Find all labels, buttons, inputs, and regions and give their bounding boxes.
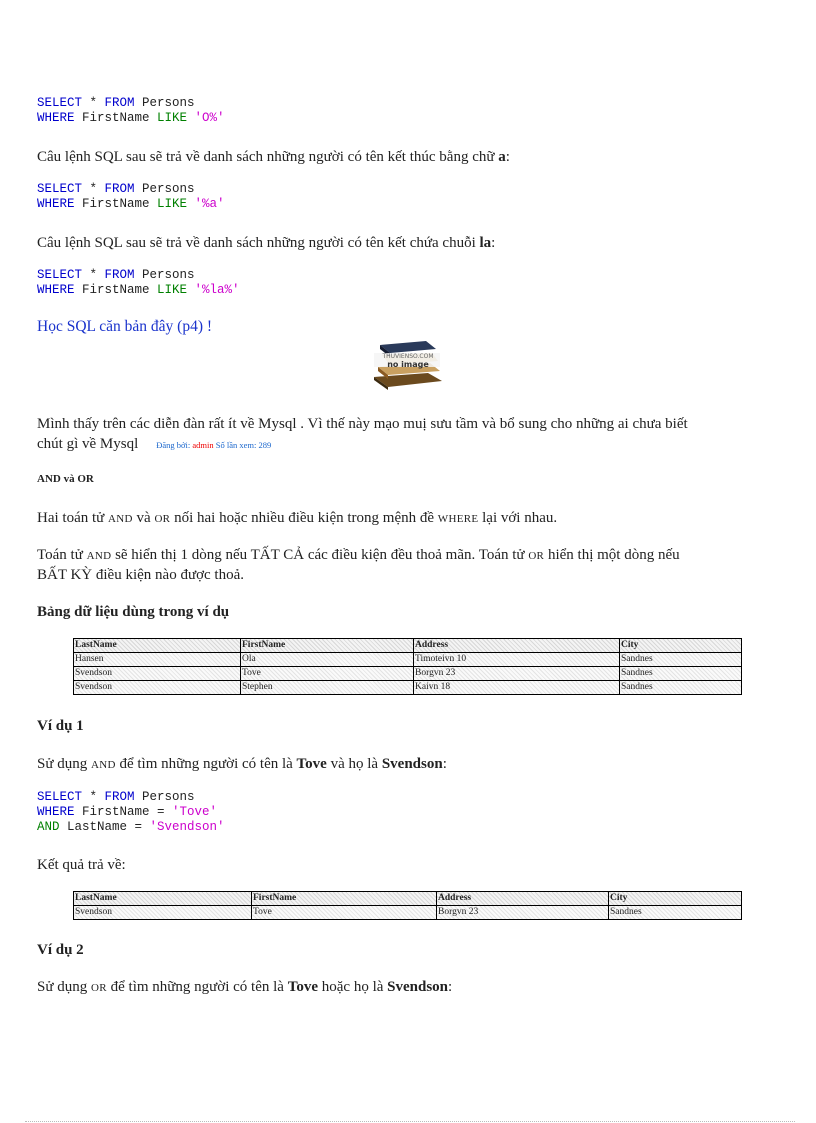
table-cell: Borgvn 23 [414,667,620,681]
paragraph-text: : [448,979,453,995]
heading-or: OR [77,473,94,485]
column-header: Address [437,892,609,906]
sql-keyword: FROM [104,182,135,196]
views-label: Số lần xem: [215,440,257,450]
table-cell: Svendson [74,667,241,681]
paragraph-text2 [37,233,495,253]
example-1-heading: Ví dụ 1 [37,718,84,734]
sql-text: * [82,182,105,196]
paragraph-text: và [132,510,155,526]
paragraph-text: : [442,756,447,772]
column-header: FirstName [252,892,437,906]
table-row [74,906,742,920]
sql-keyword: SELECT [37,268,83,282]
table-row [74,653,742,667]
table-heading: Bảng dữ liệu dùng trong ví dụ [37,604,230,620]
heading-mid: và [60,473,78,485]
inline-keyword: WHERE [437,513,479,525]
table-cell: Sandnes [620,667,742,681]
inline-keyword: OR [90,982,107,994]
paragraph-text: lại với nhau. [478,510,558,526]
sql-text: FirstName [74,197,158,211]
paragraph-text: Câu lệnh SQL sau sẽ trả về danh sách những người có tên kết thúc bằng chữ [37,149,499,165]
sql-text: * [82,268,105,282]
column-header: Address [414,639,620,653]
column-header: City [609,892,742,906]
bold-text: Svendson [387,979,449,995]
table-row [74,667,742,681]
intro-line-1: Mình thấy trên các diễn đàn rất ít về Mysql . Vì thế này mạo muị sưu tầm và bổ sung cho những ai chưa biết [37,416,688,432]
bold-text: a [498,149,506,165]
inline-keyword: AND [90,759,116,771]
column-header: LastName [74,639,241,653]
paragraph-text: để tìm những người có tên là [106,979,288,995]
paragraph-text: sẽ hiển thị 1 dòng nếu TẤT CẢ các điều kiện đều thoả mãn. Toán tử [111,547,529,563]
code-block-4 [37,790,225,835]
sql-text: LastName = [59,820,150,834]
bold-text: Tove [287,979,318,995]
persons-table [73,638,742,695]
paragraph-and-or-line-2: BẤT KỲ điều kiện nào được thoả. [37,567,244,583]
sql-text: * [82,790,105,804]
bold-text: Svendson [381,756,443,772]
intro-line-2 [37,434,271,455]
paragraph-text: hoặc họ là [318,979,388,995]
result-label: Kết quả trả về: [37,857,126,873]
sql-keyword: FROM [104,790,135,804]
post-meta [156,440,271,450]
table-cell: Ola [241,653,414,667]
thumbnail-watermark: THUVIENSO.COM [382,353,434,360]
paragraph-text: nối hai hoặc nhiều điều kiện trong mệnh đề [170,510,438,526]
inline-keyword: AND [108,513,133,525]
paragraph-and-or-line-1 [37,545,680,566]
paragraph-text: hiển thị một dòng nếu [544,547,680,563]
sql-string: '%a' [187,197,225,211]
sql-text: Persons [134,96,195,110]
sql-text: FirstName [74,111,158,125]
table-cell: Tove [252,906,437,920]
page-bottom-divider [25,1121,795,1122]
inline-keyword: OR [154,513,171,525]
no-image-thumbnail[interactable] [370,337,445,390]
intro-text: chút gì về Mysql [37,436,139,452]
code-block-2 [37,182,225,212]
table-cell: Svendson [74,681,241,695]
table-cell: Sandnes [609,906,742,920]
sql-string: 'Svendson' [149,820,225,834]
sql-operator: LIKE [157,283,188,297]
table-header-row [74,639,742,653]
inline-keyword: OR [528,550,545,562]
table-cell: Kaivn 18 [414,681,620,695]
bold-text: Tove [296,756,327,772]
sql-string: 'O%' [187,111,225,125]
heading-and: AND [37,473,61,485]
sql-string: '%la%' [187,283,240,297]
table-cell: Tove [241,667,414,681]
sql-operator: AND [37,820,60,834]
sql-keyword: SELECT [37,790,83,804]
sql-keyword: SELECT [37,182,83,196]
sql-operator: LIKE [157,197,188,211]
sql-keyword: WHERE [37,197,75,211]
sql-keyword: WHERE [37,283,75,297]
paragraph-text: Toán tử [37,547,87,563]
table-cell: Sandnes [620,681,742,695]
sql-text: Persons [134,268,195,282]
sql-text: FirstName = [74,805,173,819]
table-cell: Stephen [241,681,414,695]
sql-text: FirstName [74,283,158,297]
column-header: LastName [74,892,252,906]
table-row [74,681,742,695]
result-table [73,891,742,920]
sql-operator: LIKE [157,111,188,125]
posted-by-label: Đăng bởi: [156,440,191,450]
table-cell: Timoteivn 10 [414,653,620,667]
sql-keyword: WHERE [37,805,75,819]
paragraph-text: Câu lệnh SQL sau sẽ trả về danh sách những người có tên kết chứa chuỗi [37,235,480,251]
sql-text: Persons [134,790,195,804]
table-cell: Sandnes [620,653,742,667]
author-link[interactable]: admin [192,440,214,450]
inline-keyword: AND [86,550,112,562]
sql-keyword: SELECT [37,96,83,110]
column-header: City [620,639,742,653]
paragraph-text: : [505,149,510,165]
sql-keyword: FROM [104,96,135,110]
code-block-1 [37,96,225,126]
paragraph-text1 [37,147,510,167]
paragraph-operators [37,508,557,529]
view-count: 289 [258,440,272,450]
code-block-3 [37,268,240,298]
section-heading-and-or [37,473,94,485]
bold-text: la [479,235,492,251]
sql-text: * [82,96,105,110]
paragraph-text: Hai toán tử [37,510,109,526]
example-1-text [37,754,447,775]
sql-keyword: FROM [104,268,135,282]
table-cell: Svendson [74,906,252,920]
column-header: FirstName [241,639,414,653]
table-cell: Borgvn 23 [437,906,609,920]
sql-keyword: WHERE [37,111,75,125]
table-cell: Hansen [74,653,241,667]
paragraph-text: Sử dụng [37,756,91,772]
example-2-text [37,977,452,998]
example-2-heading: Ví dụ 2 [37,942,84,958]
paragraph-text: : [491,235,496,251]
sql-text: Persons [134,182,195,196]
sql-string: 'Tove' [172,805,218,819]
article-title-link[interactable]: Học SQL căn bản đây (p4) ! [37,318,213,335]
no-image-label: no image [387,360,429,369]
table-header-row [74,892,742,906]
paragraph-text: và họ là [326,756,382,772]
paragraph-text: để tìm những người có tên là [115,756,297,772]
paragraph-text: Sử dụng [37,979,91,995]
